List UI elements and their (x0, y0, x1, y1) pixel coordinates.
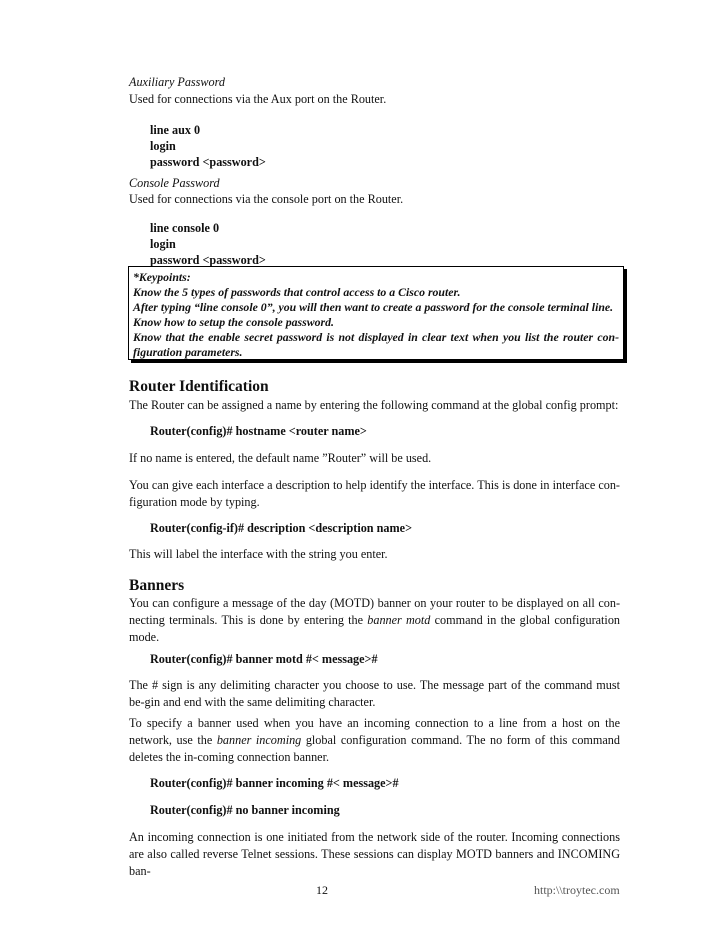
aux-password-heading: Auxiliary Password (129, 75, 226, 89)
keypoint-item: Know how to setup the console password. (133, 315, 334, 329)
banners-paragraph-4: An incoming connection is one initiated from the network side of the router. Incoming connections are also called reverse Telnet sessions. These sessions can display MOTD banners and INCOMING ban- (129, 830, 620, 878)
banners-p1-text-end: command in the global configuration mode. (129, 613, 621, 644)
keypoint-item: After typing “line console 0”, you will then want to create a password for the console terminal line. (133, 300, 614, 314)
console-password-heading: Console Password (129, 176, 220, 190)
banners-paragraph-1 (129, 595, 620, 646)
console-command-line: line console 0 (150, 221, 220, 235)
interface-description-paragraph: You can give each interface a description to help identify the interface. This is done in interface con-figuration mode by typing. (129, 478, 620, 509)
keypoints-title: *Keypoints: (133, 270, 191, 284)
hostname-command: Router(config)# hostname <router name> (150, 424, 367, 438)
keypoint-item: Know the 5 types of passwords that control access to a Cisco router. (133, 285, 461, 299)
router-identification-heading: Router Identification (129, 378, 269, 395)
banners-heading: Banners (129, 577, 185, 594)
default-name-note: If no name is entered, the default name ”Router” will be used. (129, 451, 432, 465)
keypoints-text (133, 270, 619, 360)
router-identification-intro: The Router can be assigned a name by entering the following command at the global config prompt: (129, 398, 619, 412)
keypoint-item: figuration parameters. (133, 345, 243, 359)
banner-incoming-command: Router(config)# banner incoming #< message># (150, 776, 399, 790)
banners-paragraph-2: The # sign is any delimiting character you choose to use. The message part of the command must be-gin and end with the same delimiting character. (129, 678, 620, 709)
aux-command-login: login (150, 139, 176, 153)
keypoints-box (128, 266, 624, 360)
banners-p3-text: To specify a banner used when you have an incoming connection to a line from a host on the network, use the (129, 716, 620, 747)
console-command-password: password <password> (150, 253, 266, 267)
label-note: This will label the interface with the string you enter. (129, 547, 388, 561)
console-command-login: login (150, 237, 176, 251)
console-password-description: Used for connections via the console port on the Router. (129, 192, 404, 206)
footer-url: http:\\troytec.com (534, 883, 620, 897)
banner-incoming-emphasis: banner incoming (216, 733, 302, 747)
banners-p3-text-end: global configuration command. The no form of this command deletes the in-coming connection banner. (129, 733, 620, 764)
aux-password-description: Used for connections via the Aux port on the Router. (129, 92, 387, 106)
description-command: Router(config-if)# description <description name> (150, 521, 413, 535)
page-number: 12 (316, 883, 328, 897)
aux-command-line: line aux 0 (150, 123, 201, 137)
aux-command-password: password <password> (150, 155, 266, 169)
keypoint-item: Know that the enable secret password is not displayed in clear text when you list the router con- (133, 330, 619, 344)
no-banner-incoming-command: Router(config)# no banner incoming (150, 803, 340, 817)
banner-motd-emphasis: banner motd (367, 613, 431, 627)
banners-paragraph-3 (129, 715, 620, 766)
banner-motd-command: Router(config)# banner motd #< message># (150, 652, 378, 666)
banners-p1-text: You can configure a message of the day (MOTD) banner on your router to be displayed on all con-necting terminals. This is done by entering the (129, 596, 620, 627)
